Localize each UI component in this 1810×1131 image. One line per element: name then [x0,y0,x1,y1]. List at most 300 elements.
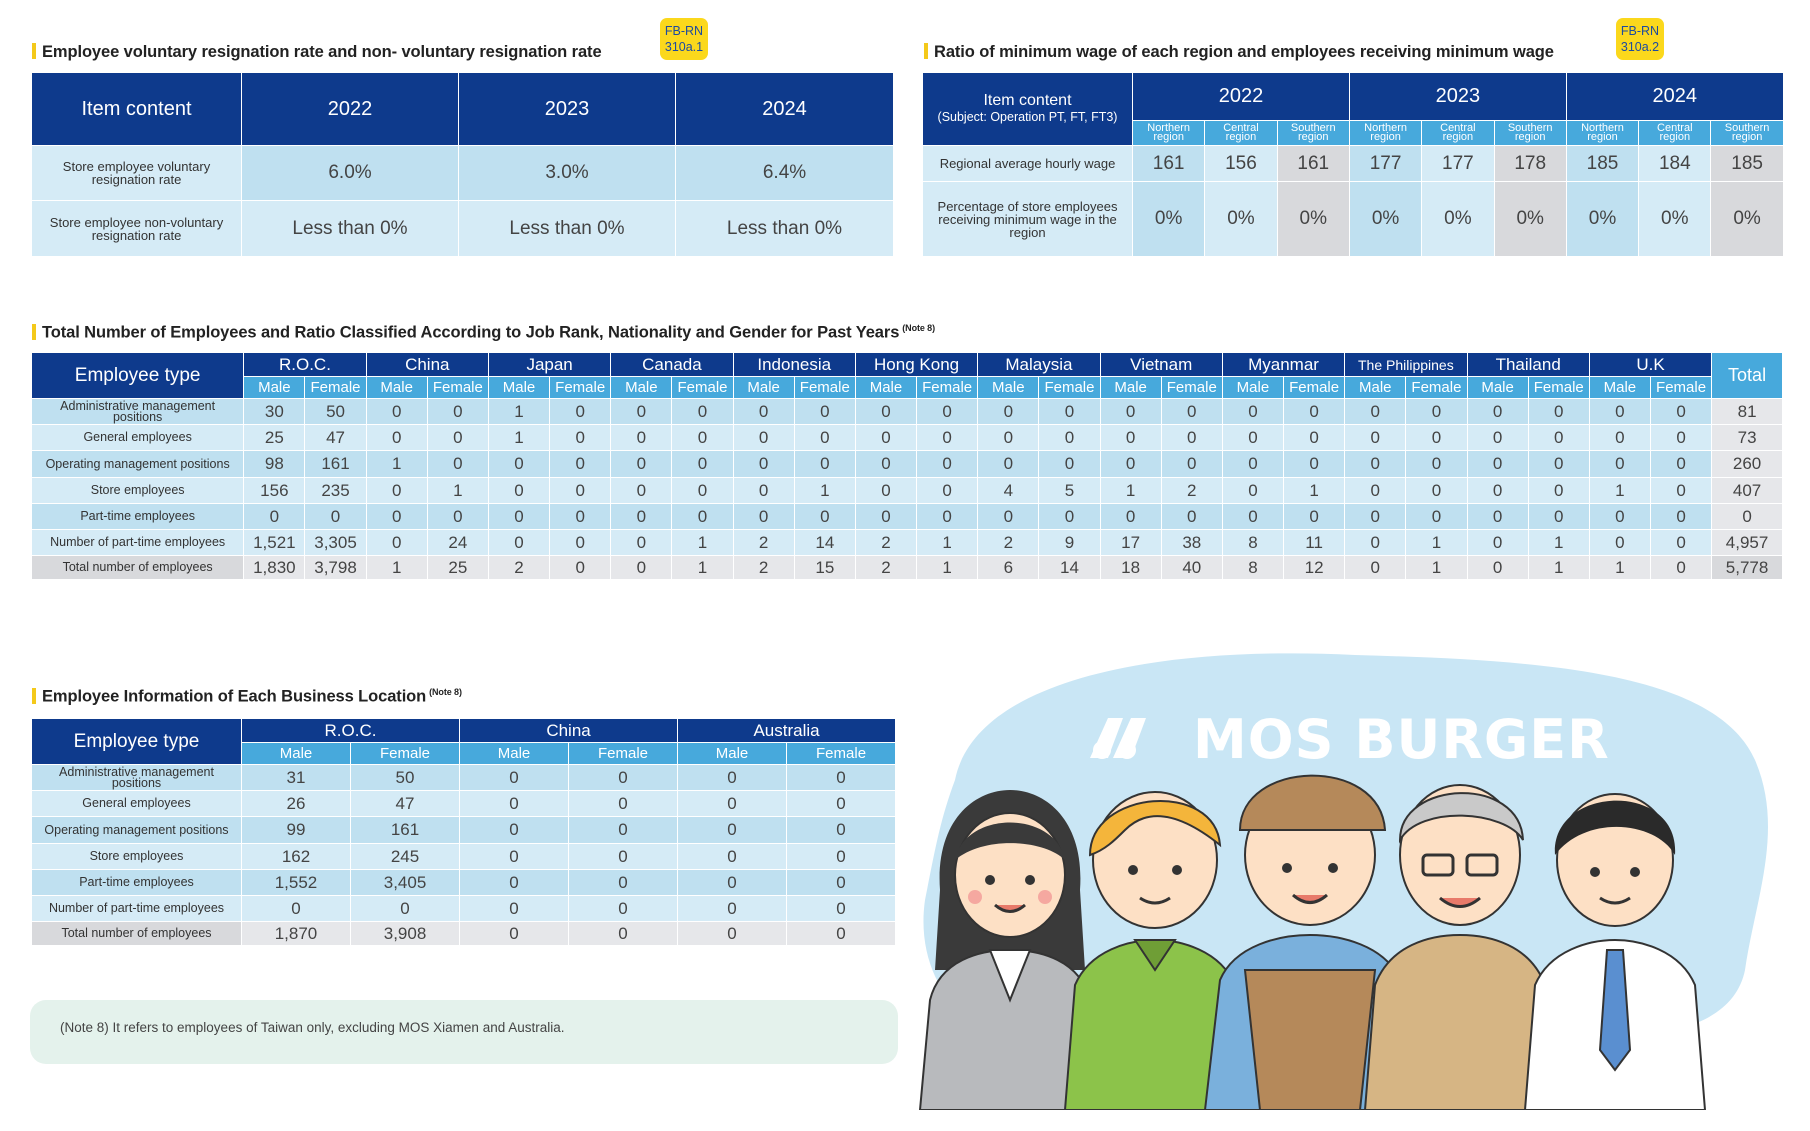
value-cell: 6.4% [676,146,894,201]
value-cell: 47 [351,791,460,817]
value-cell: 0% [1349,182,1421,257]
value-cell: 0 [305,504,366,530]
value-cell: 0 [460,844,569,870]
value-cell: 99 [242,817,351,844]
mos-burger-illustration [895,640,1795,1110]
value-cell: 0 [460,896,569,922]
value-cell: 0 [787,844,896,870]
value-cell: 156 [244,478,305,504]
country-header: The Philippines [1345,353,1467,377]
value-cell: 3,798 [305,556,366,580]
value-cell: 0 [672,425,733,451]
total-cell: 4,957 [1712,530,1783,556]
value-cell: 2 [733,556,794,580]
region-header: Southern region [1277,121,1349,146]
value-cell: 0 [1345,399,1406,425]
value-cell: 0 [550,504,611,530]
value-cell: 0 [1467,478,1528,504]
value-cell: 0 [1222,425,1283,451]
gender-header: Female [351,743,460,765]
totals-table [31,352,1783,580]
value-cell: 0 [855,399,916,425]
value-cell: 0 [488,451,549,478]
value-cell: 1 [1406,530,1467,556]
value-cell: 0% [1566,182,1638,257]
value-cell: 0 [550,556,611,580]
value-cell: 0 [733,399,794,425]
value-cell: 0 [1345,530,1406,556]
gender-header: Female [1039,377,1100,399]
value-cell: 0 [242,896,351,922]
value-cell: 235 [305,478,366,504]
value-cell: 0 [787,870,896,896]
value-cell: 9 [1039,530,1100,556]
value-cell: 0 [978,451,1039,478]
value-cell: 0 [1467,504,1528,530]
country-header: Thailand [1467,353,1589,377]
value-cell: 1 [1589,556,1650,580]
row-label: Part-time employees [32,870,242,896]
row-label: Store employee voluntary resignation rate [32,146,242,201]
table-row [32,844,896,870]
value-cell: 0 [1528,399,1589,425]
value-cell: 1 [794,478,855,504]
table-row [32,146,894,201]
value-cell: 50 [351,765,460,791]
value-cell: 0 [1406,504,1467,530]
year-header: 2023 [459,73,676,146]
value-cell: 0 [917,399,978,425]
row-label: Operating management positions [32,817,242,844]
gender-header: Male [1222,377,1283,399]
value-cell: 0 [917,425,978,451]
footnote: (Note 8) It refers to employees of Taiwan only, excluding MOS Xiamen and Australia. [30,1000,898,1064]
value-cell: 14 [794,530,855,556]
row-label: Administrative management positions [32,765,242,791]
value-cell: 0 [1406,451,1467,478]
value-cell: 0 [1161,451,1222,478]
value-cell: 0 [1284,425,1345,451]
table-row [32,896,896,922]
value-cell: 0 [366,478,427,504]
value-cell: 0 [1650,504,1711,530]
value-cell: 1 [917,530,978,556]
table-row [32,504,1783,530]
value-cell: 0 [366,530,427,556]
value-cell: 0 [678,844,787,870]
year-header: 2024 [676,73,894,146]
value-cell: 0 [351,896,460,922]
value-cell: 1,830 [244,556,305,580]
value-cell: 2 [855,556,916,580]
value-cell: 2 [733,530,794,556]
value-cell: 25 [244,425,305,451]
value-cell: 2 [1161,478,1222,504]
gender-header: Male [1345,377,1406,399]
item-content-header: Item content [32,73,242,146]
country-header: Hong Kong [855,353,977,377]
value-cell: 0 [1650,530,1711,556]
value-cell: 6.0% [242,146,459,201]
gender-header: Male [366,377,427,399]
value-cell: 30 [244,399,305,425]
value-cell: 0 [1222,504,1283,530]
value-cell: 0 [569,896,678,922]
value-cell: 0 [611,530,672,556]
region-header: Northern region [1133,121,1205,146]
location-header: China [460,719,678,743]
location-header: Australia [678,719,896,743]
value-cell: 0 [1345,504,1406,530]
region-header: Central region [1422,121,1494,146]
value-cell: 31 [242,765,351,791]
value-cell: 0 [366,504,427,530]
gender-header: Male [978,377,1039,399]
table-row [32,556,1783,580]
value-cell: 0 [1467,556,1528,580]
region-header: Northern region [1566,121,1638,146]
value-cell: 161 [351,817,460,844]
value-cell: 1,521 [244,530,305,556]
gender-header: Female [1284,377,1345,399]
gender-header: Female [787,743,896,765]
gender-header: Female [794,377,855,399]
total-header: Total [1712,353,1783,399]
value-cell: 0 [733,478,794,504]
location-table [31,718,896,946]
value-cell: 0 [1650,478,1711,504]
value-cell: 0 [427,451,488,478]
value-cell: 0 [1284,451,1345,478]
value-cell: 0 [460,817,569,844]
value-cell: 0 [366,425,427,451]
value-cell: 0 [672,478,733,504]
value-cell: 0 [569,844,678,870]
value-cell: 0 [1467,451,1528,478]
region-header: Central region [1205,121,1277,146]
value-cell: 0 [678,791,787,817]
location-header: R.O.C. [242,719,460,743]
row-label: Number of part-time employees [32,530,244,556]
value-cell: 178 [1494,146,1566,182]
value-cell: 0 [787,922,896,946]
value-cell: 0 [678,765,787,791]
value-cell: 24 [427,530,488,556]
value-cell: 177 [1422,146,1494,182]
value-cell: 0 [678,817,787,844]
value-cell: 0 [1467,425,1528,451]
value-cell: 0% [1133,182,1205,257]
table-row [923,146,1784,182]
gender-header: Female [1406,377,1467,399]
value-cell: 26 [242,791,351,817]
value-cell: 0 [1467,530,1528,556]
minwage-title: Ratio of minimum wage of each region and employees receiving minimum wage [924,43,1554,62]
value-cell: 1 [917,556,978,580]
gender-header: Male [1589,377,1650,399]
gender-header: Female [917,377,978,399]
value-cell: 1 [366,556,427,580]
value-cell: 0 [1345,556,1406,580]
country-header: China [366,353,488,377]
table-row [32,530,1783,556]
gender-header: Male [242,743,351,765]
value-cell: 0 [917,478,978,504]
value-cell: 0 [678,896,787,922]
value-cell: 185 [1711,146,1783,182]
value-cell: 0 [1589,530,1650,556]
value-cell: 0 [550,425,611,451]
value-cell: 0 [672,504,733,530]
value-cell: 15 [794,556,855,580]
value-cell: 0 [1406,425,1467,451]
value-cell: 0 [460,922,569,946]
gender-header: Female [569,743,678,765]
row-label: Store employees [32,844,242,870]
value-cell: 0 [678,870,787,896]
total-cell: 5,778 [1712,556,1783,580]
row-label: Total number of employees [32,922,242,946]
resignation-table [31,72,894,257]
value-cell: 1 [1406,556,1467,580]
value-cell: 8 [1222,556,1283,580]
year-header: 2022 [1133,73,1350,121]
value-cell: 25 [427,556,488,580]
value-cell: 0 [978,399,1039,425]
table-row [32,201,894,257]
value-cell: 0% [1711,182,1783,257]
value-cell: 0 [1161,504,1222,530]
value-cell: 0 [550,451,611,478]
gender-header: Male [244,377,305,399]
table-row [32,425,1783,451]
value-cell: 0 [569,817,678,844]
year-header: 2023 [1349,73,1566,121]
value-cell: 0 [1589,504,1650,530]
value-cell: 0 [611,425,672,451]
value-cell: 0 [427,399,488,425]
total-cell: 81 [1712,399,1783,425]
row-label: Total number of employees [32,556,244,580]
value-cell: 0 [1222,478,1283,504]
value-cell: 0 [569,791,678,817]
table-row [32,399,1783,425]
value-cell: 2 [978,530,1039,556]
value-cell: 0 [1100,425,1161,451]
value-cell: 162 [242,844,351,870]
value-cell: 0 [794,504,855,530]
region-header: Southern region [1494,121,1566,146]
value-cell: 0 [733,504,794,530]
value-cell: 1 [672,530,733,556]
value-cell: 0 [460,765,569,791]
value-cell: 0 [488,478,549,504]
value-cell: 6 [978,556,1039,580]
row-label: General employees [32,425,244,451]
employee-type-header: Employee type [32,719,242,765]
region-header: Southern region [1711,121,1783,146]
row-label: General employees [32,791,242,817]
row-label: Administrative management positions [32,399,244,425]
value-cell: 0 [488,530,549,556]
value-cell: 40 [1161,556,1222,580]
value-cell: 3,908 [351,922,460,946]
value-cell: 0 [1406,478,1467,504]
value-cell: 0 [550,478,611,504]
value-cell: 0 [855,478,916,504]
value-cell: 0 [672,451,733,478]
value-cell: 0 [1528,451,1589,478]
value-cell: 0 [1039,504,1100,530]
total-cell: 407 [1712,478,1783,504]
value-cell: 0 [794,399,855,425]
value-cell: 0% [1205,182,1277,257]
value-cell: 156 [1205,146,1277,182]
value-cell: 0 [1528,425,1589,451]
value-cell: 245 [351,844,460,870]
value-cell: 0 [569,870,678,896]
country-header: Japan [488,353,610,377]
total-cell: 260 [1712,451,1783,478]
value-cell: 0% [1422,182,1494,257]
row-label: Percentage of store employees receiving minimum wage in the region [923,182,1133,257]
value-cell: 0 [1345,451,1406,478]
value-cell: 0 [611,478,672,504]
totals-title: Total Number of Employees and Ratio Classified According to Job Rank, Nationality and Gender for Past Years $^{(Note 8)}$ [32,323,935,343]
value-cell: 0 [1650,556,1711,580]
value-cell: 3,305 [305,530,366,556]
gender-header: Male [1467,377,1528,399]
value-cell: 161 [305,451,366,478]
value-cell: 0 [1528,478,1589,504]
row-label: Part-time employees [32,504,244,530]
value-cell: 0 [611,556,672,580]
value-cell: 0 [1100,504,1161,530]
value-cell: 0 [1039,399,1100,425]
minwage-badge: FB-RN 310a.2 [1616,18,1664,60]
value-cell: 0 [569,922,678,946]
value-cell: 0 [488,504,549,530]
gender-header: Male [1100,377,1161,399]
value-cell: 2 [855,530,916,556]
value-cell: 0 [855,451,916,478]
value-cell: 1,870 [242,922,351,946]
value-cell: 1 [1589,478,1650,504]
value-cell: 161 [1133,146,1205,182]
table-row [32,817,896,844]
gender-header: Male [855,377,916,399]
value-cell: 0 [1284,504,1345,530]
gender-header: Female [1650,377,1711,399]
value-cell: 47 [305,425,366,451]
value-cell: 0 [978,425,1039,451]
table-row [32,451,1783,478]
value-cell: 38 [1161,530,1222,556]
value-cell: 0 [427,504,488,530]
value-cell: 0 [1222,451,1283,478]
value-cell: 0 [550,530,611,556]
value-cell: 14 [1039,556,1100,580]
value-cell: 0 [611,399,672,425]
table-row [32,870,896,896]
value-cell: 11 [1284,530,1345,556]
value-cell: 3.0% [459,146,676,201]
value-cell: 3,405 [351,870,460,896]
country-header: R.O.C. [244,353,366,377]
value-cell: 12 [1284,556,1345,580]
value-cell: 0 [1528,504,1589,530]
gender-header: Male [733,377,794,399]
row-label: Store employee non-voluntary resignation rate [32,201,242,257]
value-cell: Less than 0% [676,201,894,257]
value-cell: 0 [678,922,787,946]
country-header: Malaysia [978,353,1100,377]
value-cell: 0 [1345,425,1406,451]
value-cell: 0 [1100,451,1161,478]
value-cell: 1 [672,556,733,580]
row-label: Operating management positions [32,451,244,478]
value-cell: 98 [244,451,305,478]
value-cell: 1 [488,425,549,451]
table-row [32,478,1783,504]
value-cell: 50 [305,399,366,425]
country-header: Canada [611,353,733,377]
value-cell: 0 [1222,399,1283,425]
value-cell: 0 [1039,451,1100,478]
value-cell: 1 [366,451,427,478]
value-cell: 8 [1222,530,1283,556]
gender-header: Male [678,743,787,765]
country-header: Myanmar [1222,353,1344,377]
value-cell: 0 [1467,399,1528,425]
employee-type-header: Employee type [32,353,244,399]
resignation-title: Employee voluntary resignation rate and non- voluntary resignation rate [32,43,602,62]
value-cell: 4 [978,478,1039,504]
gender-header: Female [427,377,488,399]
gender-header: Female [672,377,733,399]
value-cell: 0 [460,791,569,817]
value-cell: 17 [1100,530,1161,556]
value-cell: 0 [787,896,896,922]
value-cell: 161 [1277,146,1349,182]
value-cell: 0 [1100,399,1161,425]
value-cell: 0 [1406,399,1467,425]
value-cell: 0 [787,791,896,817]
value-cell: 0 [794,425,855,451]
gender-header: Female [1528,377,1589,399]
row-label: Store employees [32,478,244,504]
value-cell: 0 [733,451,794,478]
value-cell: 0 [244,504,305,530]
value-cell: 184 [1639,146,1711,182]
year-header: 2022 [242,73,459,146]
value-cell: 0 [366,399,427,425]
value-cell: 0 [1345,478,1406,504]
value-cell: 1 [488,399,549,425]
value-cell: 1 [1528,530,1589,556]
total-cell: 0 [1712,504,1783,530]
value-cell: 0 [733,425,794,451]
value-cell: 0 [460,870,569,896]
value-cell: 1 [1284,478,1345,504]
value-cell: 0 [1039,425,1100,451]
value-cell: 0 [1161,399,1222,425]
value-cell: 0 [787,765,896,791]
total-cell: 73 [1712,425,1783,451]
value-cell: 0 [569,765,678,791]
value-cell: 0 [611,451,672,478]
region-header: Central region [1639,121,1711,146]
